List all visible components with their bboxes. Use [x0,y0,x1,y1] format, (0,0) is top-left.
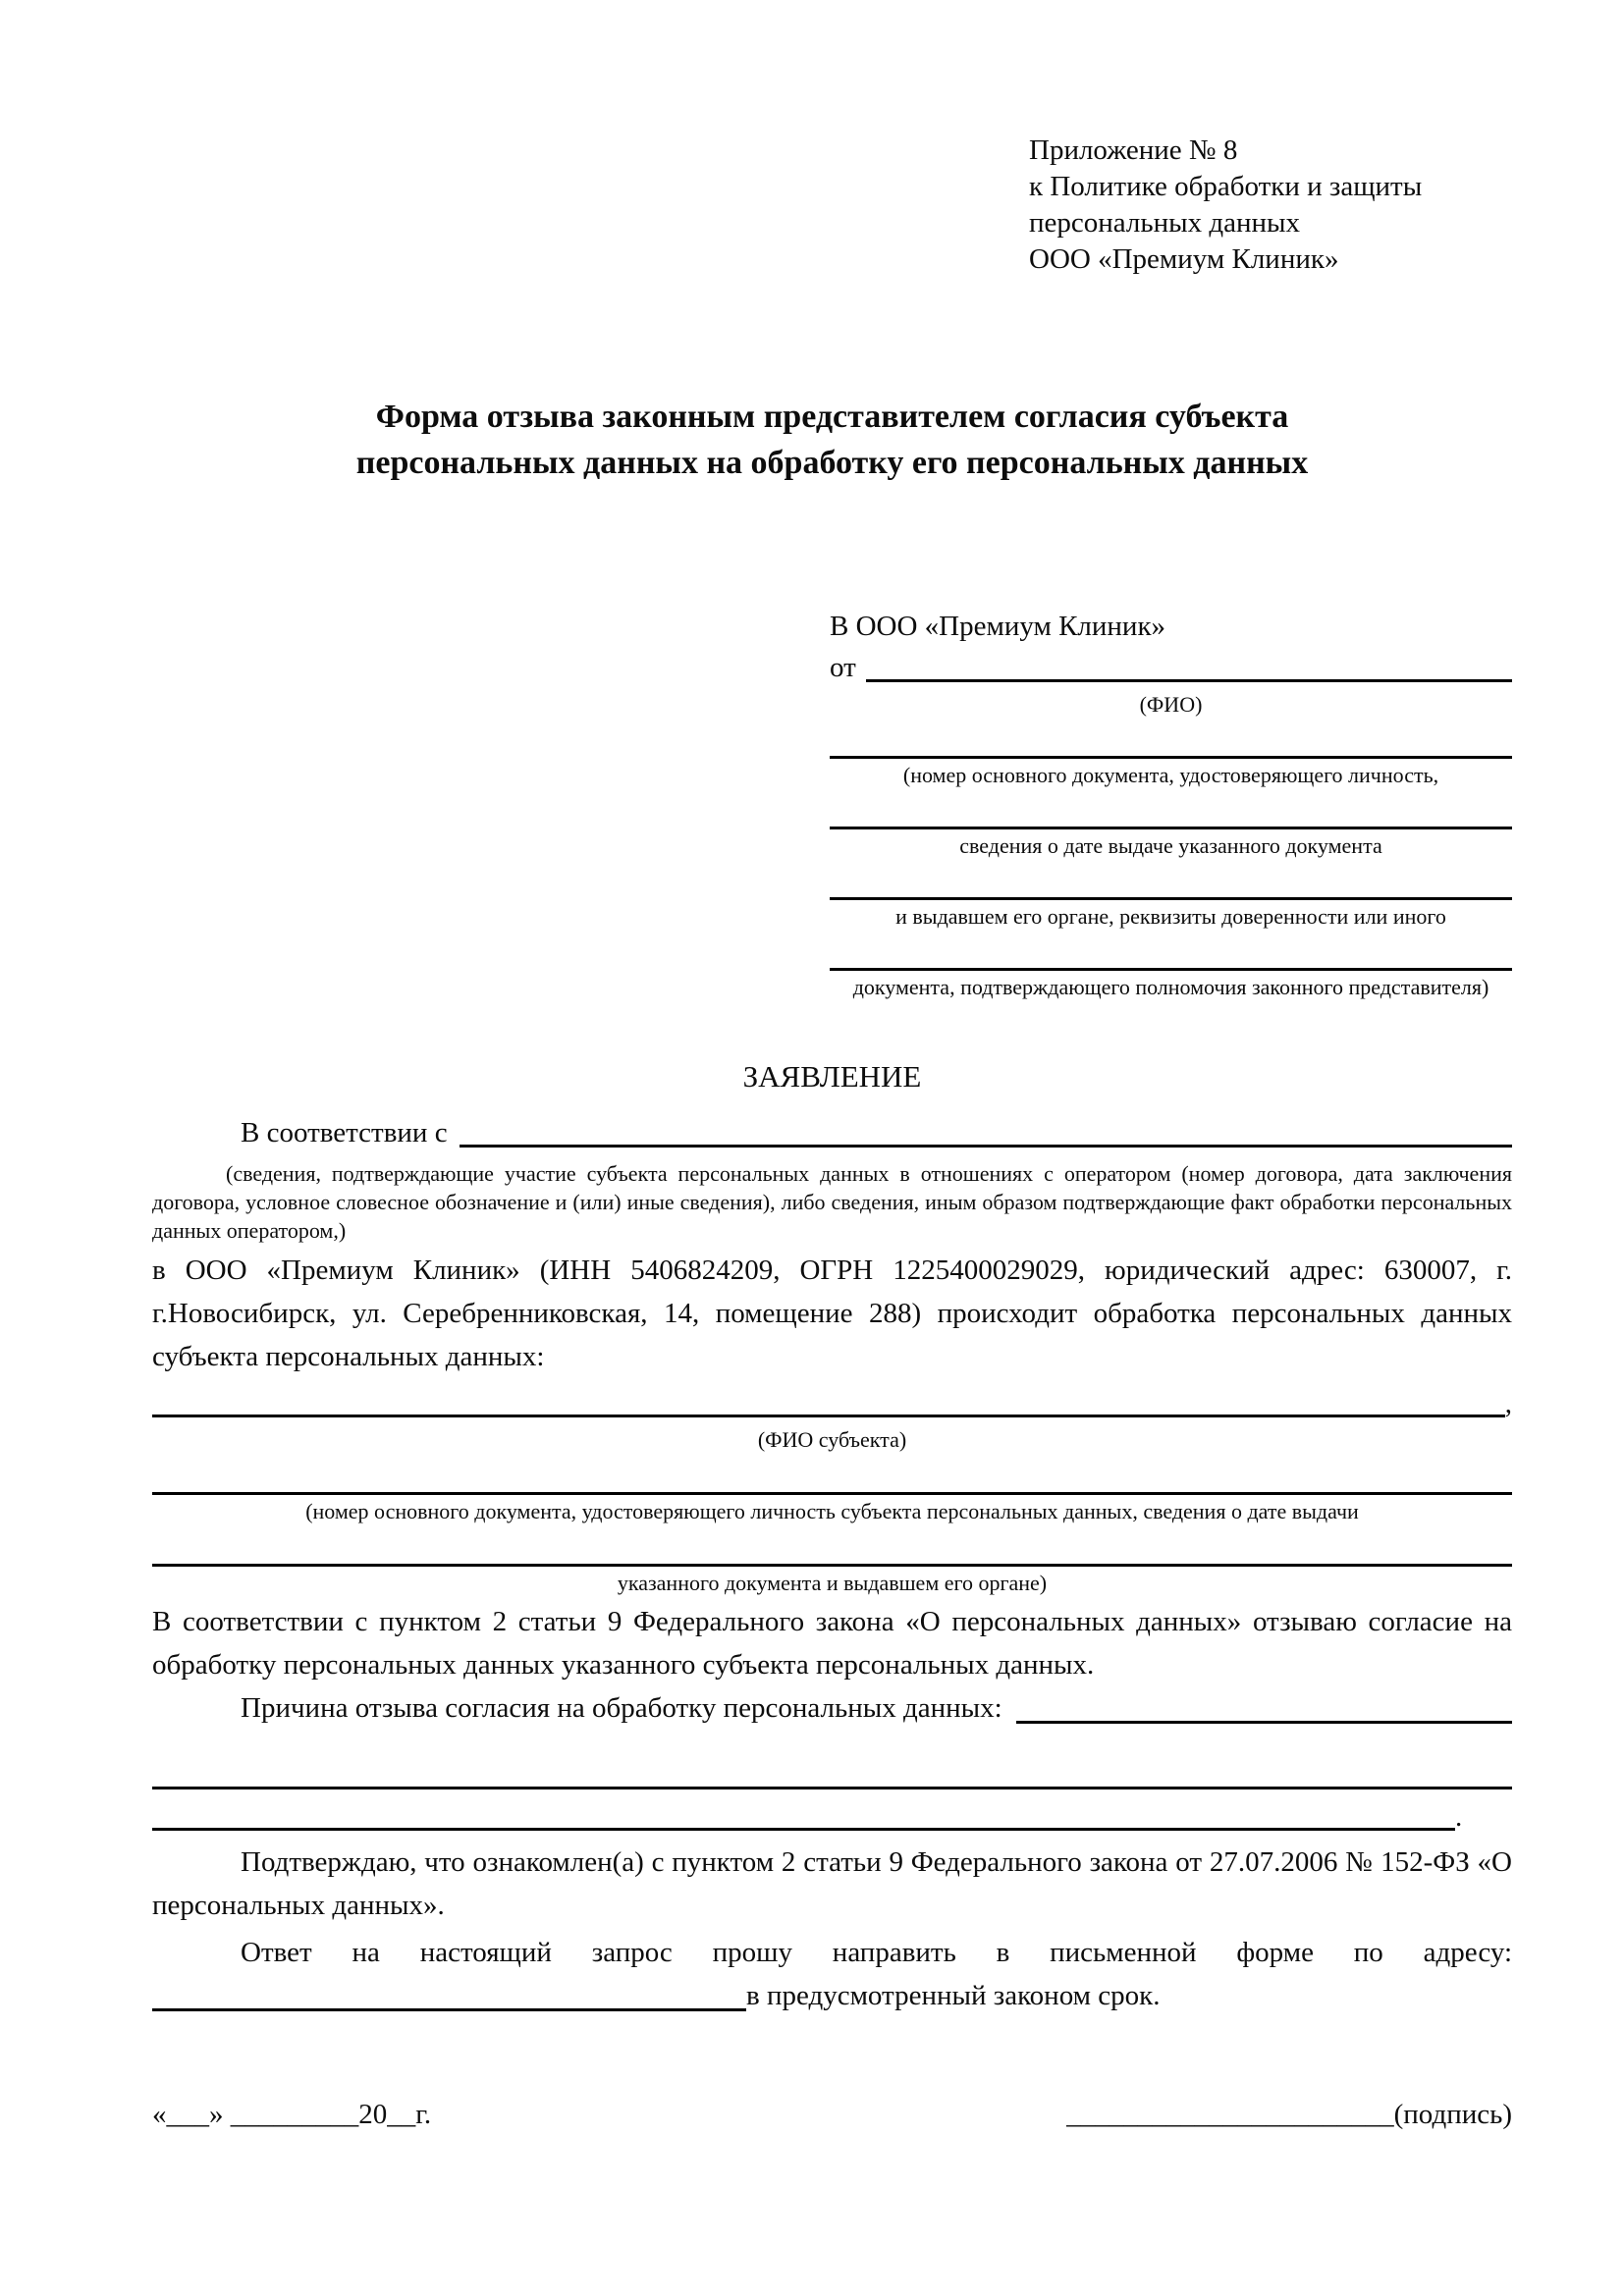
trailing-period: . [1455,1801,1463,1833]
representative-fio-caption: (ФИО) [1139,692,1203,717]
document-title-line-1: Форма отзыва законным представителем согласия субъекта [375,399,1289,435]
subject-fio-row [152,1384,1512,1423]
subject-fio-caption: (ФИО субъекта) [757,1427,907,1452]
statement-heading: ЗАЯВЛЕНИЕ [742,1059,922,1094]
representative-doc-blank-line-2 [830,788,1512,829]
reason-label: Причина отзыва согласия на обработку персональных данных: [241,1692,1002,1724]
reason-row [152,1686,1512,1730]
date-line: «___» _________20__г. [152,2099,432,2130]
from-row [830,647,1512,688]
addressee-to: В ООО «Премиум Клиник» [830,611,1166,642]
reason-blank-line-1 [1016,1686,1512,1724]
subject-doc-blank-line-1 [152,1453,1512,1495]
in-accordance-label: В соответствии с [241,1117,448,1148]
representative-doc-caption-4: документа, подтверждающего полномочия законного представителя) [852,975,1489,999]
trailing-comma: , [1504,1388,1512,1419]
representative-fio-blank-line [866,647,1512,682]
reason-blank-row-3 [152,1797,1512,1837]
reply-address-blank-line [152,1974,746,2011]
subject-doc-caption-2: указанного документа и выдавшем его органе) [617,1571,1048,1595]
representative-doc-blank-line-4 [830,930,1512,971]
reason-blank-line-3 [152,1797,1455,1831]
reply-paragraph-start: Ответ на настоящий запрос прошу направить в письменной форме по адресу: [241,1937,1512,1968]
in-accordance-row [152,1112,1512,1153]
representative-doc-caption-3: и выдавшем его органе, реквизиты доверенности или иного [895,904,1446,929]
footer-row [152,2094,1512,2135]
operator-paragraph: в ООО «Премиум Клиник» (ИНН 5406824209, ОГРН 1225400029029, юридический адрес: 630007, г. г.Новосибирск, ул. Серебренниковская, 14, помещение 288) происходит обработка персональных данных субъекта персональных данных: [152,1255,1512,1372]
in-accordance-blank-line [460,1112,1512,1148]
small-print-note: (сведения, подтверждающие участие субъекта персональных данных в отношениях с оператором (номер договора, дата заключения договора, условное словесное обозначение и (или) иные сведения), либо сведения, иным образом подтверждающие факт обработки персональных данных оператором,) [152,1161,1512,1243]
addressee-block [830,606,1512,1000]
subject-fio-blank-line [152,1384,1505,1417]
appendix-block [1029,133,1512,278]
document-title-line-2: персональных данных на обработку его персональных данных [355,445,1309,481]
appendix-line-1: Приложение № 8 [1029,134,1238,166]
from-label: от [830,652,856,683]
representative-doc-caption-1: (номер основного документа, удостоверяющего личность, [902,763,1439,787]
document-title [152,394,1512,486]
signature-blank-line: _______________________ [1066,2099,1394,2130]
withdrawal-paragraph: В соответствии с пунктом 2 статьи 9 Федерального закона «О персональных данных» отзываю согласие на обработку персональных данных указанного субъекта персональных данных. [152,1606,1512,1681]
appendix-line-3: персональных данных [1029,207,1301,239]
reply-paragraph-end: в предусмотренный законом срок. [746,1980,1161,2011]
subject-doc-blank-line-2 [152,1524,1512,1567]
subject-doc-caption-1: (номер основного документа, удостоверяющего личность субъекта персональных данных, сведения о дате выдачи [305,1499,1359,1523]
representative-doc-caption-2: сведения о дате выдаче указанного документа [959,833,1382,858]
appendix-line-2: к Политике обработки и защиты [1029,171,1423,202]
appendix-line-4: ООО «Премиум Клиник» [1029,243,1339,275]
reply-address-row [152,1974,1512,2017]
signature-caption: (подпись) [1393,2099,1512,2130]
reason-blank-line-2 [152,1730,1512,1789]
representative-doc-blank-line-1 [830,718,1512,759]
signature-group [1066,2094,1512,2135]
confirmation-paragraph: Подтверждаю, что ознакомлен(а) с пунктом 2 статьи 9 Федерального закона от 27.07.2006 № 152-ФЗ «О персональных данных». [152,1846,1512,1921]
representative-doc-blank-line-3 [830,859,1512,900]
